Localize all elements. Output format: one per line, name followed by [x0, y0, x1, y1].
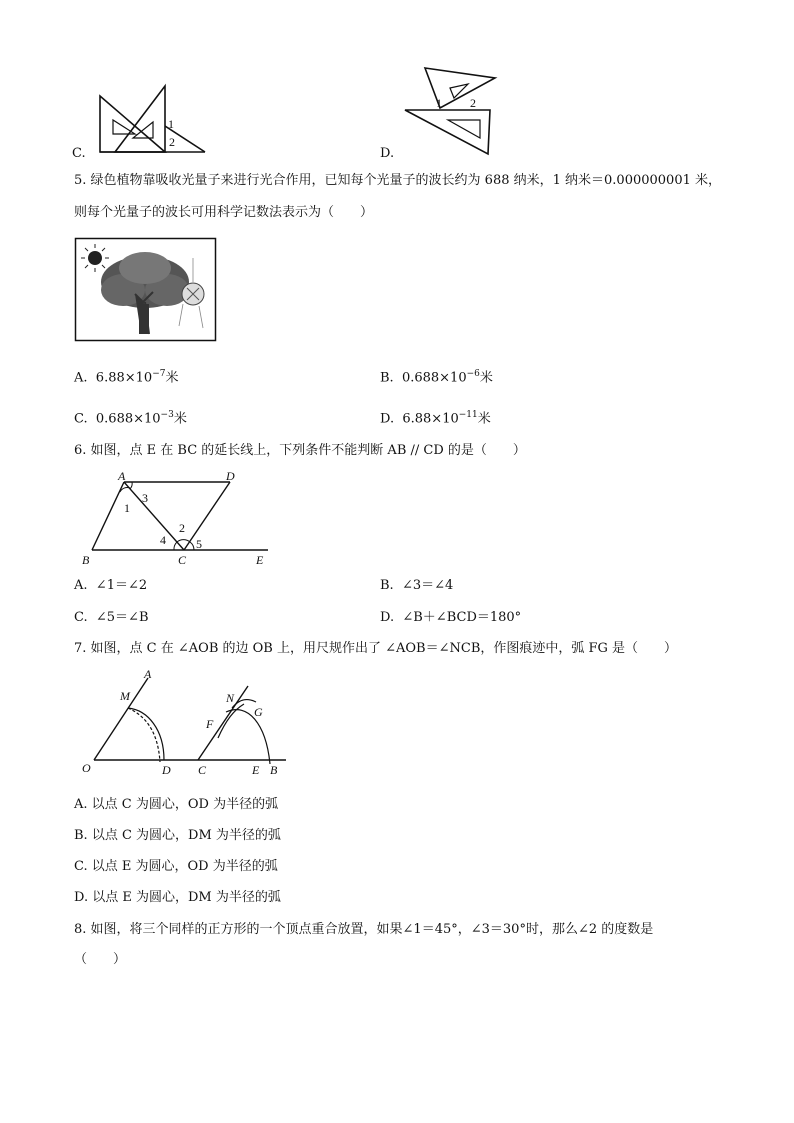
triangle-ruler-right — [115, 86, 165, 152]
point-c-label: C — [198, 763, 207, 777]
angle-2-label: 2 — [179, 521, 185, 535]
point-e-label: E — [252, 763, 260, 777]
q5-stem-line1: 5. 绿色植物靠吸收光量子来进行光合作用，已知每个光量子的波长约为 688 纳米，1 纳米＝0.000000001 米， — [74, 173, 721, 188]
point-d-label: D — [162, 763, 171, 777]
q6-option-b: B. ∠3＝∠4 — [380, 578, 454, 593]
point-e-label: E — [256, 553, 264, 567]
q7-option-a: A. 以点 C 为圆心，OD 为半径的弧 — [74, 797, 279, 812]
point-b-label: B — [82, 553, 90, 567]
angle-3-label: 3 — [142, 491, 148, 505]
q6-option-c: C. ∠5＝∠B — [74, 610, 149, 625]
point-f-label: F — [206, 717, 214, 731]
point-a-label: A — [118, 469, 126, 483]
q5-option-b: B. $0.688\times 10^{-6}$米 — [380, 369, 493, 386]
q8-stem-line1: 8. 如图，将三个同样的正方形的一个顶点重合放置，如果∠1＝45°，∠3＝30°时，那么∠2 的度数是 — [74, 922, 654, 937]
q7-construction-figure — [76, 668, 296, 780]
fig-d-angle-1: 1 — [436, 96, 442, 110]
point-o-label: O — [82, 761, 91, 775]
photosynthesis-tree-image — [75, 238, 217, 342]
q7-stem: 7. 如图，点 C 在 ∠AOB 的边 OB 上，用尺规作出了 ∠AOB＝∠NCB，作图痕迹中，弧 FG 是（ ） — [74, 641, 678, 656]
q7-option-b: B. 以点 C 为圆心，DM 为半径的弧 — [74, 828, 281, 843]
angle-1-label: 1 — [124, 501, 130, 515]
option-c-label: C. — [72, 146, 86, 161]
q8-stem-line2: （ ） — [74, 952, 127, 967]
q5-option-d: D. $6.88\times 10^{-11}$米 — [380, 410, 491, 427]
option-d-label: D. — [380, 146, 395, 161]
triangle-ruler-left — [100, 96, 165, 152]
fig-c-angle-2: 2 — [169, 135, 175, 149]
angle-5-label: 5 — [196, 537, 202, 551]
point-c-label: C — [178, 553, 187, 567]
fig-d-angle-2: 2 — [470, 96, 476, 110]
q5-option-a: A. $6.88\times 10^{-7}$米 — [74, 369, 179, 386]
q5-option-c: C. $0.688\times 10^{-3}$米 — [74, 410, 187, 427]
point-g-label: G — [254, 705, 263, 719]
point-b-label: B — [270, 763, 278, 777]
sun-icon — [88, 251, 102, 265]
point-a-label: A — [144, 667, 152, 681]
q7-option-d: D. 以点 E 为圆心，DM 为半径的弧 — [74, 890, 281, 905]
point-d-label: D — [226, 469, 235, 483]
triangle-ruler-bottom — [405, 110, 490, 154]
q6-stem: 6. 如图，点 E 在 BC 的延长线上，下列条件不能判断 AB // CD 的是（ ） — [74, 443, 526, 458]
q4-figure-d — [400, 66, 500, 158]
angle-4-label: 4 — [160, 533, 166, 547]
q7-option-c: C. 以点 E 为圆心，OD 为半径的弧 — [74, 859, 278, 874]
q6-parallelogram-figure — [78, 469, 278, 568]
q6-option-d: D. ∠B＋∠BCD＝180° — [380, 610, 522, 625]
q4-figure-c — [95, 84, 210, 156]
q5-stem-line2: 则每个光量子的波长可用科学记数法表示为（ ） — [74, 205, 374, 220]
fig-c-angle-1: 1 — [168, 117, 174, 131]
point-m-label: M — [120, 689, 130, 703]
q6-option-a: A. ∠1＝∠2 — [74, 578, 148, 593]
point-n-label: N — [226, 691, 235, 705]
